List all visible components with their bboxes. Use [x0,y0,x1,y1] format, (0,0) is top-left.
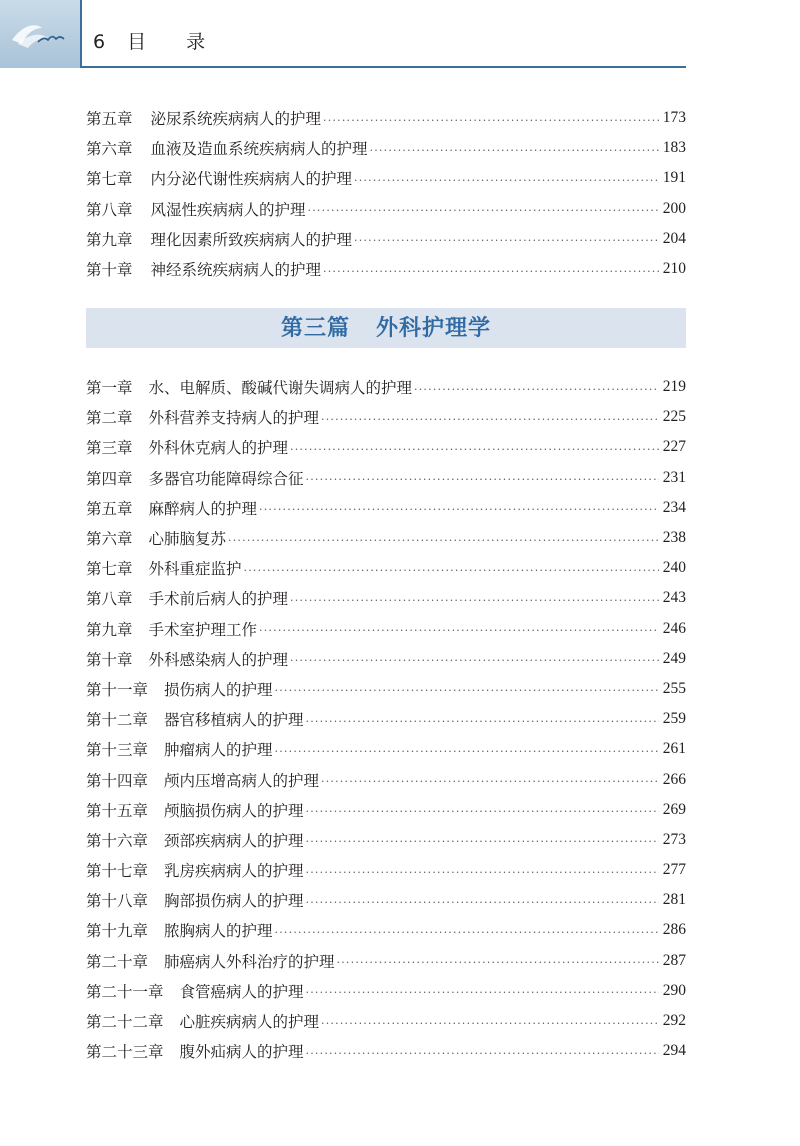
toc-entry[interactable] [86,372,686,402]
toc-section-main [86,372,686,1066]
chapter-number: 第八章 [86,200,133,219]
dot-leader [354,174,659,187]
chapter-title: 血液及造血系统疾病病人的护理 [150,140,368,159]
page-number: 259 [662,710,686,728]
chapter-title: 心脏疾病病人的护理 [179,1013,320,1032]
page-number: 238 [662,529,686,547]
chapter-title: 泌尿系统疾病病人的护理 [150,110,322,129]
page-number: 225 [662,408,686,426]
toc-entry[interactable] [86,915,686,945]
dot-leader [337,956,659,969]
toc-entry[interactable] [86,432,686,462]
chapter-number: 第二十章 [86,952,149,971]
chapter-number: 第六章 [86,140,133,159]
chapter-number: 第二十二章 [86,1013,164,1032]
page-number: 261 [662,740,686,758]
chapter-title: 肺癌病人外科治疗的护理 [164,952,335,971]
chapter-number: 第十章 [86,261,133,280]
chapter-number: 第三章 [86,439,133,458]
toc-entry[interactable] [86,946,686,976]
chapter-number: 第十三章 [86,741,149,760]
dot-leader [306,986,659,999]
publisher-logo [0,0,80,68]
part-number: 第三篇 [280,315,350,341]
dot-leader [244,564,659,577]
dot-leader [321,775,659,788]
chapter-title: 外科营养支持病人的护理 [148,409,320,428]
chapter-title: 内分泌代谢性疾病病人的护理 [150,170,353,189]
page-number: 219 [662,378,686,396]
page-number: 234 [662,498,686,516]
chapter-number: 第九章 [86,620,133,639]
dot-leader [354,234,659,247]
dot-leader [321,1017,659,1030]
toc-entry[interactable] [86,463,686,493]
chapter-number: 第五章 [86,499,133,518]
header-title-char-1: 目 [127,31,147,53]
dot-leader [275,926,659,939]
dot-leader [321,413,659,426]
toc-entry[interactable] [86,704,686,734]
page-number: 249 [662,649,686,667]
chapter-title: 多器官功能障碍综合征 [148,469,304,488]
toc-entry[interactable] [86,795,686,825]
chapter-number: 第十七章 [86,862,149,881]
chapter-number: 第十二章 [86,711,149,730]
dot-leader [323,265,659,278]
chapter-title: 理化因素所致疾病病人的护理 [150,230,353,249]
dot-leader [306,473,659,486]
page-number: 281 [662,891,686,909]
dot-leader [306,805,659,818]
chapter-number: 第十八章 [86,892,149,911]
page-number: 266 [662,770,686,788]
page-number: 273 [662,830,686,848]
chapter-number: 第十九章 [86,922,149,941]
toc-entry[interactable] [86,553,686,583]
dot-leader [290,654,659,667]
chapter-number: 第二十三章 [86,1043,164,1062]
page-number: 240 [662,559,686,577]
toc-entry[interactable] [86,1036,686,1066]
toc-section-top [86,103,686,284]
toc-entry[interactable] [86,674,686,704]
toc-entry[interactable] [86,402,686,432]
chapter-title: 食管癌病人的护理 [179,982,304,1001]
chapter-title: 手术前后病人的护理 [148,590,289,609]
page-number: 227 [662,438,686,456]
page-header [0,0,800,72]
toc-entry[interactable] [86,523,686,553]
page-number: 173 [662,109,686,127]
dot-leader [228,534,659,547]
page-number: 255 [662,679,686,697]
chapter-title: 麻醉病人的护理 [148,499,258,518]
toc-entry[interactable] [86,734,686,764]
chapter-number: 第五章 [86,110,133,129]
dot-leader [323,114,659,127]
part-heading-band [86,308,686,348]
toc-entry[interactable] [86,133,686,163]
chapter-title: 胸部损伤病人的护理 [164,892,304,911]
page-number: 286 [662,921,686,939]
dot-leader [290,594,659,607]
page-number: 204 [662,229,686,247]
toc-entry[interactable] [86,885,686,915]
dot-leader [370,144,659,157]
page-number: 294 [662,1042,686,1060]
dot-leader [308,204,659,217]
page-number: 200 [662,199,686,217]
header-title-char-2: 录 [186,31,206,53]
page-number: 231 [662,468,686,486]
page-number: 183 [662,139,686,157]
dot-leader [306,715,659,728]
dot-leader [275,684,659,697]
chapter-number: 第十一章 [86,680,149,699]
chapter-title: 外科重症监护 [148,560,242,579]
chapter-number: 第八章 [86,590,133,609]
chapter-title: 风湿性疾病病人的护理 [150,200,306,219]
toc-entry[interactable] [86,583,686,613]
dot-leader [306,835,659,848]
page-number: 246 [662,619,686,637]
toc-entry[interactable] [86,493,686,523]
chapter-number: 第十章 [86,650,133,669]
chapter-number: 第六章 [86,530,133,549]
page-number: 191 [662,169,686,187]
chapter-title: 神经系统疾病病人的护理 [150,261,322,280]
dot-leader [306,866,659,879]
chapter-title: 器官移植病人的护理 [164,711,304,730]
toc-entry[interactable] [86,976,686,1006]
page-number: 292 [662,1012,686,1030]
chapter-title: 肿瘤病人的护理 [164,741,273,760]
toc-entry[interactable] [86,163,686,193]
toc-entry[interactable] [86,644,686,674]
chapter-title: 颅内压增高病人的护理 [164,771,320,790]
toc-entry[interactable] [86,194,686,224]
toc-entry[interactable] [86,1006,686,1036]
toc-entry[interactable] [86,764,686,794]
chapter-title: 颅脑损伤病人的护理 [164,801,304,820]
dot-leader [306,896,659,909]
chapter-number: 第四章 [86,469,133,488]
chapter-title: 脓胸病人的护理 [164,922,273,941]
toc-entry[interactable] [86,103,686,133]
toc-entry[interactable] [86,224,686,254]
chapter-title: 腹外疝病人的护理 [179,1043,304,1062]
page-number: 277 [662,861,686,879]
dot-leader [306,1047,659,1060]
chapter-number: 第九章 [86,230,133,249]
chapter-number: 第十四章 [86,771,149,790]
toc-entry[interactable] [86,254,686,284]
page-number: 6 [93,31,106,53]
chapter-title: 心肺脑复苏 [148,530,227,549]
chapter-number: 第十五章 [86,801,149,820]
chapter-number: 第十六章 [86,831,149,850]
dot-leader [414,383,659,396]
toc-entry[interactable] [86,614,686,644]
chapter-title: 水、电解质、酸碱代谢失调病人的护理 [148,379,413,398]
chapter-title: 外科感染病人的护理 [148,650,289,669]
dot-leader [259,624,659,637]
chapter-title: 损伤病人的护理 [164,680,273,699]
page-number: 269 [662,800,686,818]
header-rule [82,66,686,68]
chapter-number: 第七章 [86,170,133,189]
part-name: 外科护理学 [376,315,492,341]
chapter-number: 第一章 [86,379,133,398]
chapter-number: 第二章 [86,409,133,428]
dot-leader [290,443,659,456]
chapter-title: 乳房疾病病人的护理 [164,862,304,881]
toc-entry[interactable] [86,825,686,855]
page-number: 290 [662,981,686,999]
toc-entry[interactable] [86,855,686,885]
chapter-title: 外科休克病人的护理 [148,439,289,458]
chapter-number: 第七章 [86,560,133,579]
chapter-title: 手术室护理工作 [148,620,258,639]
header-title [93,30,205,54]
page-number: 243 [662,589,686,607]
dot-leader [259,503,659,516]
page-number: 210 [662,260,686,278]
chapter-title: 颈部疾病病人的护理 [164,831,304,850]
chapter-number: 第二十一章 [86,982,164,1001]
dot-leader [275,745,659,758]
header-divider [80,0,82,68]
page-number: 287 [662,951,686,969]
